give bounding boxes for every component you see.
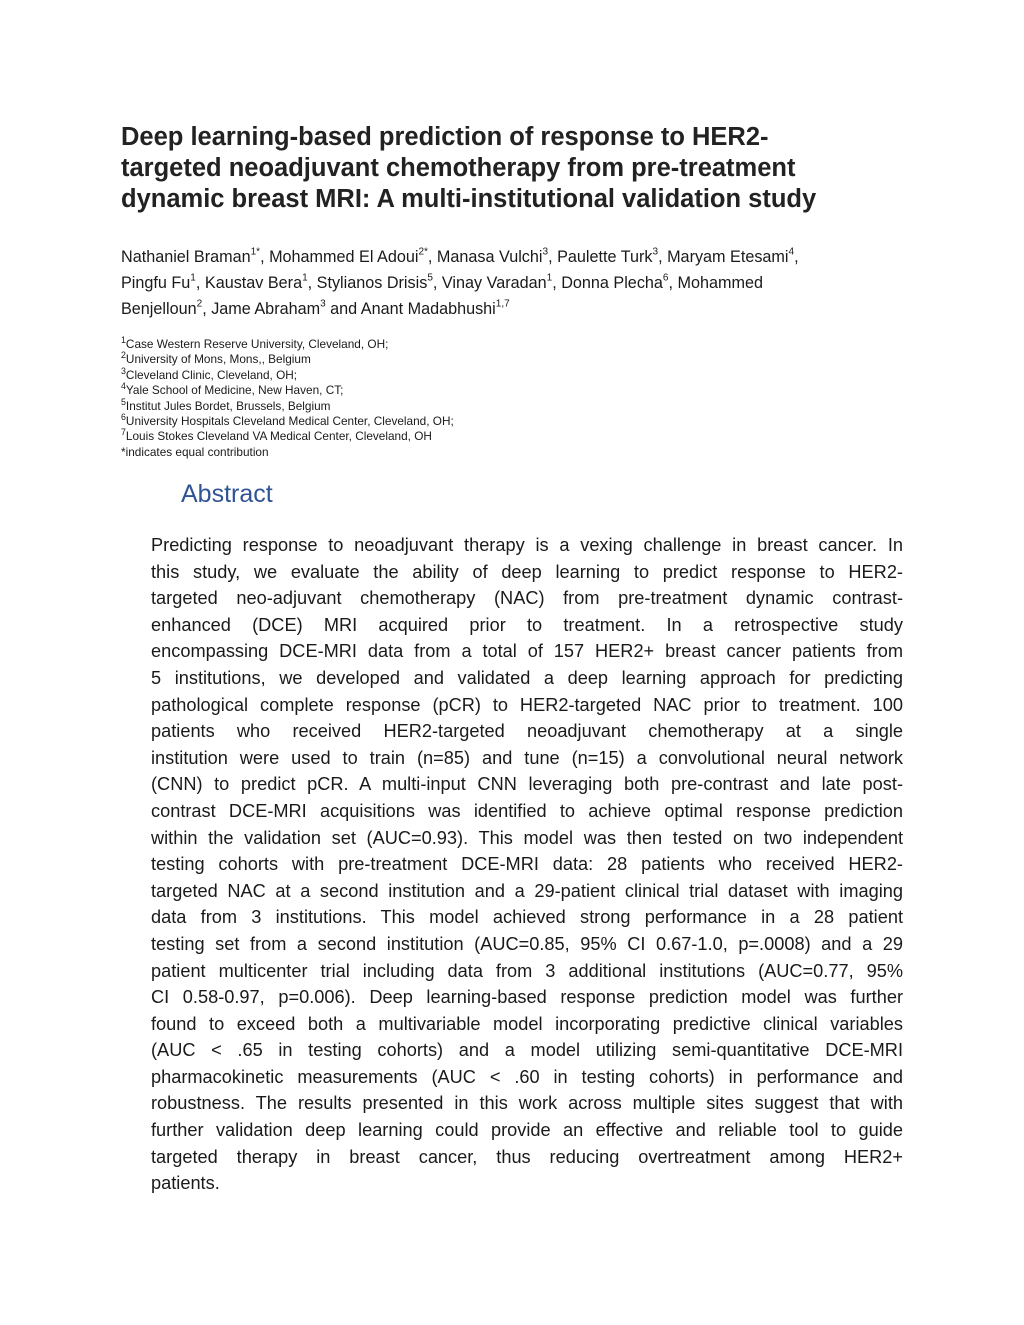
affiliation [121,383,721,398]
author-separator: , [668,274,678,292]
abstract-line: 5 institutions, we developed and validated a deep learning approach for predicting [151,667,903,688]
abstract-heading: Abstract [181,480,273,508]
author-separator: , [195,274,205,292]
equal-contribution-note: *indicates equal contribution [121,444,269,459]
paper-title [121,122,881,215]
author-separator: , [202,300,212,318]
author-name: Mohammed El Adoui [269,248,419,266]
abstract-line: patients. [151,1173,220,1194]
author-separator: , [658,248,668,266]
affiliation-list [121,337,721,460]
author-line [121,270,901,296]
affiliation-text: Yale School of Medicine, New Haven, CT; [125,383,344,398]
affiliation [121,414,721,429]
abstract-line: patients who received HER2-targeted neoadjuvant chemotherapy at a single [151,721,903,742]
author-name: Paulette Turk [557,248,653,266]
abstract-line: (CNN) to predict pCR. A multi-input CNN leveraging both pre-contrast and late post- [151,774,903,795]
author-name: Donna Plecha [561,274,663,292]
abstract-line: enhanced (DCE) MRI acquired prior to treatment. In a retrospective study [151,614,903,635]
abstract-line: this study, we evaluate the ability of deep learning to predict response to HER2- [151,561,903,582]
abstract-line: Predicting response to neoadjuvant therapy is a vexing challenge in breast cancer. In [151,535,903,555]
author-affiliation-mark: 1* [250,246,261,258]
affiliation-text: Louis Stokes Cleveland VA Medical Center, Cleveland, OH [125,429,432,444]
author-name: Anant Madabhushi [360,300,496,318]
title-line: Deep learning-based prediction of response to HER2- [121,123,769,151]
affiliation-number: 7 [121,427,126,438]
affiliation-text: Case Western Reserve University, Cleveland, OH; [125,337,389,351]
author-affiliation-mark: 5 [427,272,433,284]
abstract-line: testing cohorts with pre-treatment DCE-MRI data: 28 patients who received HER2- [151,854,903,875]
affiliation [121,396,721,414]
abstract-line: pharmacokinetic measurements (AUC < .60 in testing cohorts) in performance and [151,1066,903,1087]
affiliation [121,365,721,383]
author-name: Nathaniel Braman [121,248,251,266]
abstract-line: robustness. The results presented in this work across multiple sites suggest that with [151,1093,903,1114]
author-separator: , [260,248,270,266]
author-affiliation-mark: 2 [196,298,203,310]
author-affiliation-mark: 1,7 [495,298,510,310]
affiliation-text: University Hospitals Cleveland Medical Center, Cleveland, OH; [125,414,454,429]
author-affiliation-mark: 6 [662,272,669,284]
affiliation-number: 2 [121,350,126,361]
title-line: dynamic breast MRI: A multi-institutional validation study [121,185,817,213]
author-separator: , [432,274,442,292]
author-separator: , [552,274,562,292]
author-conjunction: and [325,300,361,318]
abstract-line: contrast DCE-MRI acquisitions was identified to achieve optimal response prediction [151,800,903,821]
affiliation-text: Institut Jules Bordet, Brussels, Belgium [125,398,331,413]
abstract-line: within the validation set (AUC=0.93). This model was then tested on two independent [151,827,903,848]
author-name: Pingfu Fu [121,274,191,292]
author-name: Benjelloun [121,300,197,318]
author-affiliation-mark: 2* [418,246,428,258]
affiliation-number: 5 [121,396,126,407]
abstract-line: pathological complete response (pCR) to HER2-targeted NAC prior to treatment. 100 [151,694,903,715]
author-name: Jame Abraham [211,300,321,318]
author-affiliation-mark: 1 [546,272,553,284]
affiliation-text: Cleveland Clinic, Cleveland, OH; [125,367,298,382]
author-affiliation-mark: 3 [542,246,549,258]
author-separator: , [427,248,437,266]
abstract-line: targeted neo-adjuvant chemotherapy (NAC) from pre-treatment dynamic contrast- [151,588,903,609]
author-name: Manasa Vulchi [436,248,543,266]
affiliation-number: 4 [121,381,126,392]
author-name: Vinay Varadan [441,274,547,292]
author-name: Mohammed [677,274,763,292]
author-line [121,296,901,322]
affiliation-number: 3 [121,365,126,376]
abstract-line: found to exceed both a multivariable model incorporating predictive clinical variables [151,1013,903,1034]
author-line [121,244,901,270]
author-list [121,244,901,322]
abstract-line: data from 3 institutions. This model achieved strong performance in a 28 patient [151,907,903,928]
affiliation-number: 6 [121,412,126,423]
abstract-line: CI 0.58-0.97, p=0.006). Deep learning-based response prediction model was further [151,987,903,1008]
abstract-line: targeted NAC at a second institution and a 29-patient clinical trial dataset with imaging [151,880,903,901]
abstract-line: patient multicenter trial including data from 3 additional institutions (AUC=0.77, 95% [151,960,903,981]
abstract-line: encompassing DCE-MRI data from a total of 157 HER2+ breast cancer patients from [151,641,903,662]
abstract-line: targeted therapy in breast cancer, thus reducing overtreatment among HER2+ [151,1146,903,1167]
author-affiliation-mark: 1 [302,272,308,284]
author-separator: , [307,274,317,292]
author-name: Maryam Etesami [667,248,789,266]
author-affiliation-mark: 3 [652,246,659,258]
abstract-line: further validation deep learning could provide an effective and reliable tool to guide [151,1120,903,1141]
abstract-line: testing set from a second institution (AUC=0.85, 95% CI 0.67-1.0, p=.0008) and a 29 [151,933,903,954]
affiliation-number: 1 [121,335,126,346]
abstract-body [151,532,903,1197]
author-separator: , [548,248,558,266]
abstract-line: institution were used to train (n=85) and tune (n=15) a convolutional neural network [151,747,903,768]
affiliation [121,352,721,367]
affiliation-text: University of Mons, Mons,, Belgium [125,352,311,367]
author-name: Stylianos Drisis [316,274,428,292]
author-affiliation-mark: 4 [788,246,795,258]
affiliation [121,337,721,352]
author-affiliation-mark: 3 [320,298,326,310]
title-line: targeted neoadjuvant chemotherapy from pre-treatment [121,154,796,182]
author-separator: , [794,248,799,266]
author-affiliation-mark: 1 [190,272,196,284]
affiliation [121,429,721,444]
abstract-line: (AUC < .65 in testing cohorts) and a model utilizing semi-quantitative DCE-MRI [151,1040,903,1061]
author-name: Kaustav Bera [204,274,303,292]
